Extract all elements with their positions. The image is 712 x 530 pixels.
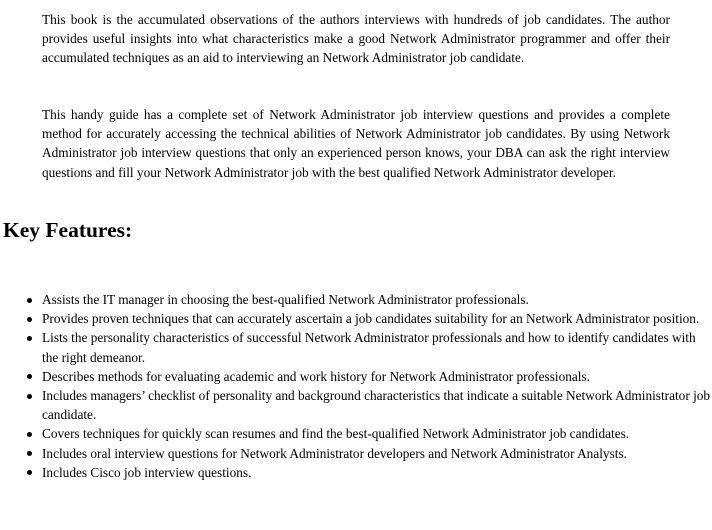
- feature-text: Assists the IT manager in choosing the best-qualified Network Administrator professionals.: [42, 292, 529, 307]
- list-item: [42, 328, 712, 366]
- list-item: [42, 444, 712, 463]
- list-item: [42, 386, 712, 424]
- intro-paragraph-2: This handy guide has a complete set of Network Administrator job interview questions and provides a complete method for accurately accessing the technical abilities of Network Administrator job candidates. By using Network Administrator job interview questions that only an experienced person knows, your DBA can ask the right interview questions and fill your Network Administrator job with the best qualified Network Administrator developer.: [42, 107, 670, 180]
- feature-text: Provides proven techniques that can accurately ascertain a job candidates suitability for an Network Administrator position.: [42, 311, 700, 327]
- bullet-icon: [27, 432, 32, 437]
- bullet-icon: [27, 336, 32, 341]
- bullet-icon: [27, 374, 32, 379]
- bullet-icon: [27, 394, 32, 399]
- list-item: [42, 463, 712, 482]
- key-features-heading: Key Features:: [3, 218, 133, 242]
- key-features-list: [0, 290, 712, 482]
- intro-paragraph-1: This book is the accumulated observations of the authors interviews with hundreds of job candidates. The author provides useful insights into what characteristics make a good Network Administrator programmer and offer their accumulated techniques as an aid to interviewing an Network Administrator job candidate.: [42, 12, 670, 66]
- bullet-icon: [27, 470, 32, 475]
- list-item: [42, 290, 712, 309]
- list-item: [42, 309, 712, 328]
- list-item: [42, 367, 712, 386]
- feature-text: Describes methods for evaluating academic and work history for Network Administrator professionals.: [42, 368, 590, 384]
- feature-text: Includes oral interview questions for Network Administrator developers and Network Administrator Analysts.: [42, 445, 627, 461]
- list-item: [42, 424, 712, 443]
- feature-text: Includes managers’ checklist of personality and background characteristics that indicate a suitable Network Administrator job candidate.: [42, 388, 711, 423]
- feature-text: Covers techniques for quickly scan resumes and find the best-qualified Network Administrator job candidates.: [42, 426, 630, 442]
- feature-text: Includes Cisco job interview questions.: [42, 464, 252, 480]
- feature-text: Lists the personality characteristics of successful Network Administrator professionals and how to identify candidates with the right demeanor.: [42, 330, 696, 365]
- bullet-icon: [27, 317, 32, 322]
- bullet-icon: [27, 451, 32, 456]
- bullet-icon: [27, 298, 32, 303]
